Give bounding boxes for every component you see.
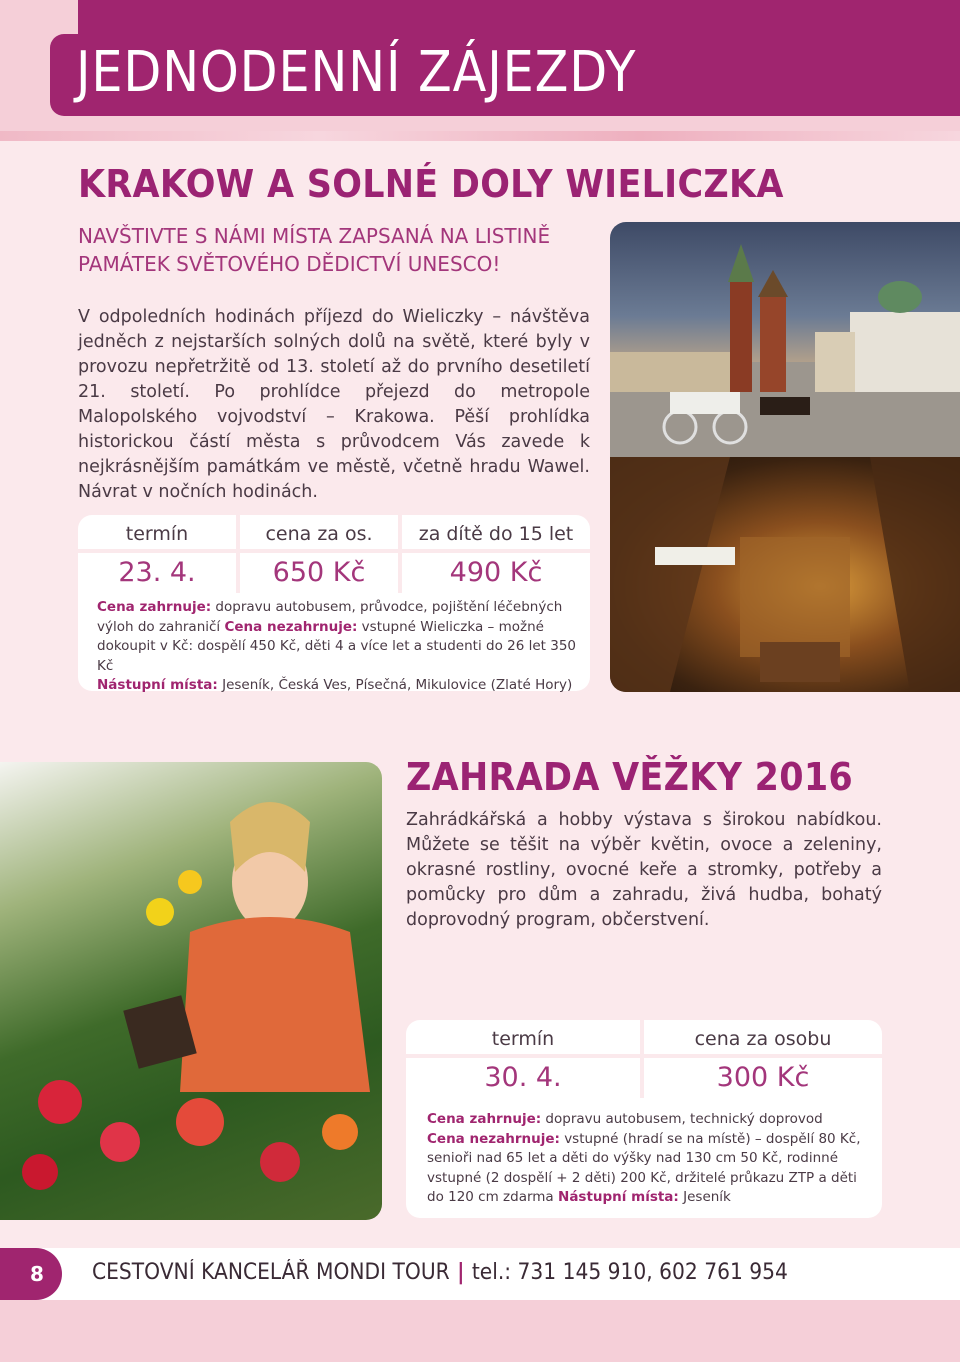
trip2-excludes-label: Cena nezahrnuje: <box>427 1130 560 1147</box>
phone-numbers: tel.: 731 145 910, 602 761 954 <box>471 1260 788 1285</box>
trip2-price-header: termín <box>406 1020 640 1058</box>
trip1-price-col-adult <box>240 515 402 593</box>
page-number: 8 <box>30 1262 44 1286</box>
trip2-boarding-label: Nástupní místa: <box>558 1189 679 1205</box>
garden-photo <box>0 762 382 1220</box>
trip2-price-col-date <box>406 1020 644 1098</box>
trip2-price-table <box>406 1020 882 1098</box>
trip1-boarding-label: Nástupní místa: <box>97 677 218 693</box>
krakow-illustration <box>610 222 960 457</box>
bottom-band <box>0 1300 960 1362</box>
krakow-photo <box>610 222 960 457</box>
trip1-title: KRAKOW A SOLNÉ DOLY WIELICZKA <box>78 162 784 206</box>
trip1-price-table <box>78 515 590 593</box>
trip2-includes-label: Cena zahrnuje: <box>427 1111 542 1127</box>
trip1-info-box <box>78 515 590 691</box>
trip2-includes-text: dopravu autobusem, technický doprovod <box>545 1111 823 1127</box>
trip2-boarding-text: Jeseník <box>683 1189 731 1205</box>
trip2-price-value: 30. 4. <box>484 1062 562 1093</box>
trip2-excludes-text: vstupné (hradí se na místě) – dospělí 80 Kč, senioři nad 65 let a děti do výšky nad 130 cm 50 Kč, rodinné vstupné (2 dospělí + 2 děti) 200 Kč, držitelé průkazu ZTP a děti do 120 cm zdarma <box>427 1130 861 1205</box>
trip1-price-header: termín <box>78 515 236 553</box>
trip2-info-text <box>427 1110 863 1208</box>
footer-contact <box>92 1260 788 1285</box>
salt-mine-illustration <box>610 457 960 692</box>
trip1-price-header: za dítě do 15 let <box>402 515 590 553</box>
trip1-includes-label: Cena zahrnuje: <box>97 599 212 615</box>
trip2-price-value: 300 Kč <box>716 1062 810 1093</box>
trip2-price-col-price <box>644 1020 882 1098</box>
trip1-price-value: 23. 4. <box>118 557 196 588</box>
trip2-info-box <box>406 1020 882 1218</box>
trip1-description: V odpoledních hodinách příjezd do Wieliczky – návštěva jedněch z nejstarších solných dolů na světě, které byly v provozu nepřetržitě od 13. století až do prvního desetiletí 21. století. Po prohlídce přejezd do metropole Malopolského vojvodství – Krakowa. Pěší prohlídka historickou částí města s průvodcem Vás zavede k nejkrásnějším památkám ve městě, včetně hradu Wawel. Návrat v nočních hodinách. <box>78 307 590 502</box>
trip1-excludes-text: vstupné Wieliczka – možné dokoupit v Kč: dospělí 450 Kč, děti 4 a více let a studenti do 26 let 350 Kč <box>97 618 576 674</box>
trip2-description: Zahrádkářská a hobby výstava s širokou nabídkou. Můžete se těšit na výběr květin, ovoce a zeleniny, okrasné rostliny, ovocné keře a stromky, potřeby a pomůcky pro dům a zahradu, živá hudba, bohatý doprovodný program, občerstvení. <box>406 810 882 930</box>
trip1-info-text <box>97 598 577 696</box>
trip2-title: ZAHRADA VĚŽKY 2016 <box>406 755 854 799</box>
trip1-price-col-child <box>402 515 590 593</box>
trip1-price-header: cena za os. <box>240 515 398 553</box>
trip1-price-value: 650 Kč <box>272 557 366 588</box>
trip2-price-header: cena za osobu <box>644 1020 882 1058</box>
trip1-excludes-label: Cena nezahrnuje: <box>224 618 358 635</box>
page-title: JEDNODENNÍ ZÁJEZDY <box>76 40 637 105</box>
company-name: CESTOVNÍ KANCELÁŘ MONDI TOUR <box>92 1260 450 1285</box>
trip1-price-value: 490 Kč <box>449 557 543 588</box>
salt-mine-photo <box>610 457 960 692</box>
trip1-subtitle: NAVŠTIVTE S NÁMI MÍSTA ZAPSANÁ NA LISTINĚ PAMÁTEK SVĚTOVÉHO DĚDICTVÍ UNESCO! <box>78 224 551 276</box>
trip1-price-col-date <box>78 515 240 593</box>
trip1-includes-text: dopravu autobusem, průvodce, pojištění léčebných výloh do zahraničí <box>97 599 563 635</box>
header-accent-bar <box>78 0 960 34</box>
footer-separator: | <box>457 1260 465 1285</box>
trip1-boarding-text: Jeseník, Česká Ves, Písečná, Mikulovice (Zlaté Hory) <box>222 677 573 693</box>
garden-illustration <box>0 762 382 1220</box>
